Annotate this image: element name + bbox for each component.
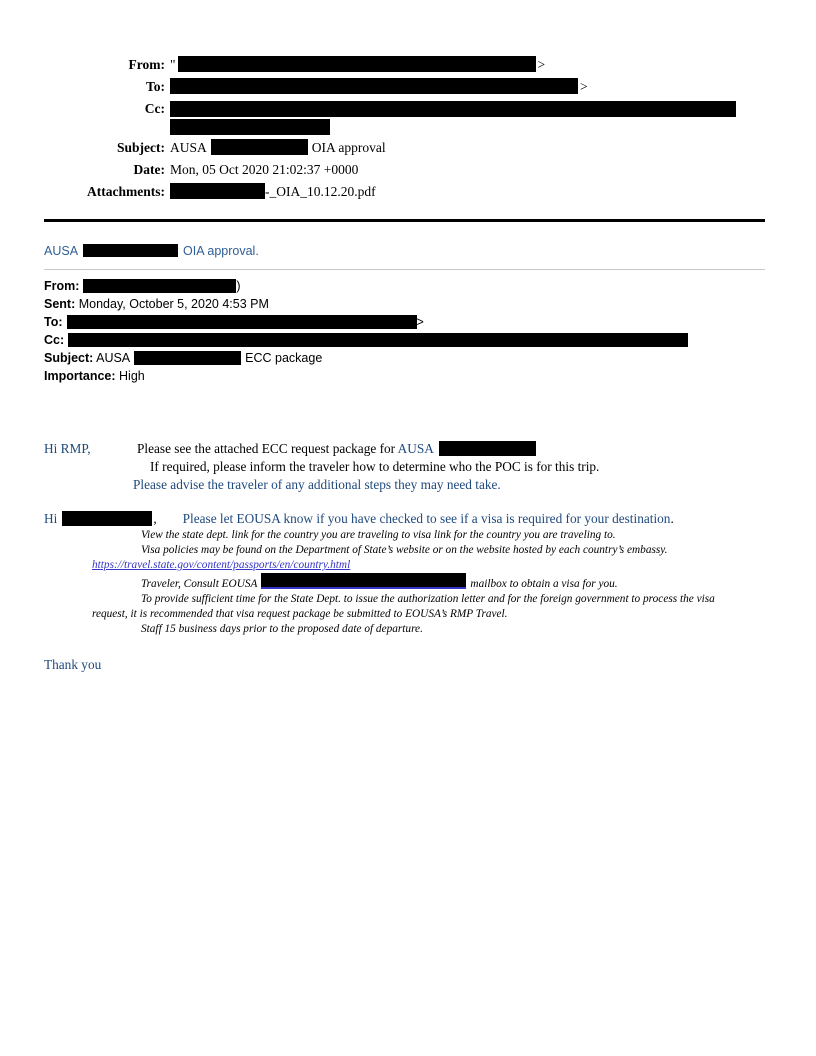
preview-divider-rule [44,269,765,270]
redaction-bar [134,351,241,365]
cc-label: Cc: [144,101,165,116]
quoted-importance-row [44,367,772,385]
header-row-cc [44,98,738,137]
quoted-importance-label: Importance: [44,369,116,383]
date-value: Mon, 05 Oct 2020 21:02:37 +0000 [170,162,359,177]
header-row-to [44,76,738,98]
subject-value: AUSA OIA approval [170,140,386,155]
header-row-subject [44,137,738,159]
attachments-label: Attachments: [87,184,165,199]
redaction-bar [170,101,736,117]
fine-line3: Traveler, Consult EOUSA mailbox to obtain a visa for you. [141,573,772,592]
greeting-rmp: Hi RMP, [44,441,91,456]
redaction-bar [67,315,417,329]
quoted-from-row: From: ) [44,279,241,293]
quoted-cc-row [44,331,772,349]
fine-link-line [92,558,772,573]
rmp-line1: Hi RMP, Please see the attached ECC request package for AUSA [44,440,772,458]
quoted-sent-row [44,295,772,313]
quoted-importance-value: High [119,369,145,383]
quoted-cc-label: Cc: [44,333,65,347]
paragraph-traveler [44,509,772,637]
redaction-bar [68,333,688,347]
rmp-line2: If required, please inform the traveler how to determine who the POC is for this trip. [150,459,600,474]
closing-text: Thank you [44,657,102,672]
date-label: Date: [133,162,165,177]
redaction-bar [170,78,578,94]
quoted-sent-value: Monday, October 5, 2020 4:53 PM [78,297,269,311]
cc-value [170,98,738,137]
fine-line4: To provide sufficient time for the State Dept. to issue the authorization letter and for the foreign government to process the visa [141,593,715,605]
fine-line5: request, it is recommended that visa request package be submitted to EOUSA’s RMP Travel. [92,608,508,620]
message-preview-line: AUSA OIA approval. [44,244,259,258]
header-row-date [44,159,738,181]
header-divider-rule [44,219,765,222]
quoted-subject-label: Subject: [44,351,94,365]
travel-state-gov-link[interactable]: https://travel.state.gov/content/passports/en/country.html [92,559,351,571]
to-label: To: [145,79,165,94]
redaction-bar [439,441,536,456]
header-row-attachments [44,181,738,203]
fine-line6: Staff 15 business days prior to the proposed date of departure. [141,623,423,635]
quoted-to-row: To: > [44,315,424,329]
redaction-bar [170,183,265,199]
attachments-value: -_OIA_10.12.20.pdf [170,181,738,203]
from-label: From: [128,57,165,72]
paragraph-rmp [44,440,772,494]
subject-label: Subject: [117,140,165,155]
redaction-bar [261,573,466,589]
email-body [44,440,772,674]
redaction-bar [170,119,330,135]
visa-fine-print [44,528,772,637]
redaction-bar [178,56,536,72]
redaction-bar [211,139,308,155]
to-value: > [170,76,738,98]
from-value: " > [170,57,546,72]
quoted-sent-label: Sent: [44,297,76,311]
redaction-bar [83,244,178,257]
header-row-from [44,54,738,76]
email-header [44,54,738,203]
quoted-subject-row: Subject: AUSA ECC package [44,351,323,365]
traveler-greeting-line: Hi , Please let EOUSA know if you have checked to see if a visa is required for your destination. [44,511,674,526]
fine-line2: Visa policies may be found on the Department of State’s website or on the website hosted by each country’s embassy. [141,544,668,556]
redaction-bar [62,511,152,526]
quoted-to-label: To: [44,315,63,329]
rmp-line3: Please advise the traveler of any additional steps they may need take. [133,477,501,492]
quoted-email-header [44,277,772,385]
fine-line1: View the state dept. link for the country you are traveling to visa link for the country you are traveling to. [141,529,616,541]
quoted-from-label: From: [44,279,80,293]
redaction-bar [83,279,236,293]
